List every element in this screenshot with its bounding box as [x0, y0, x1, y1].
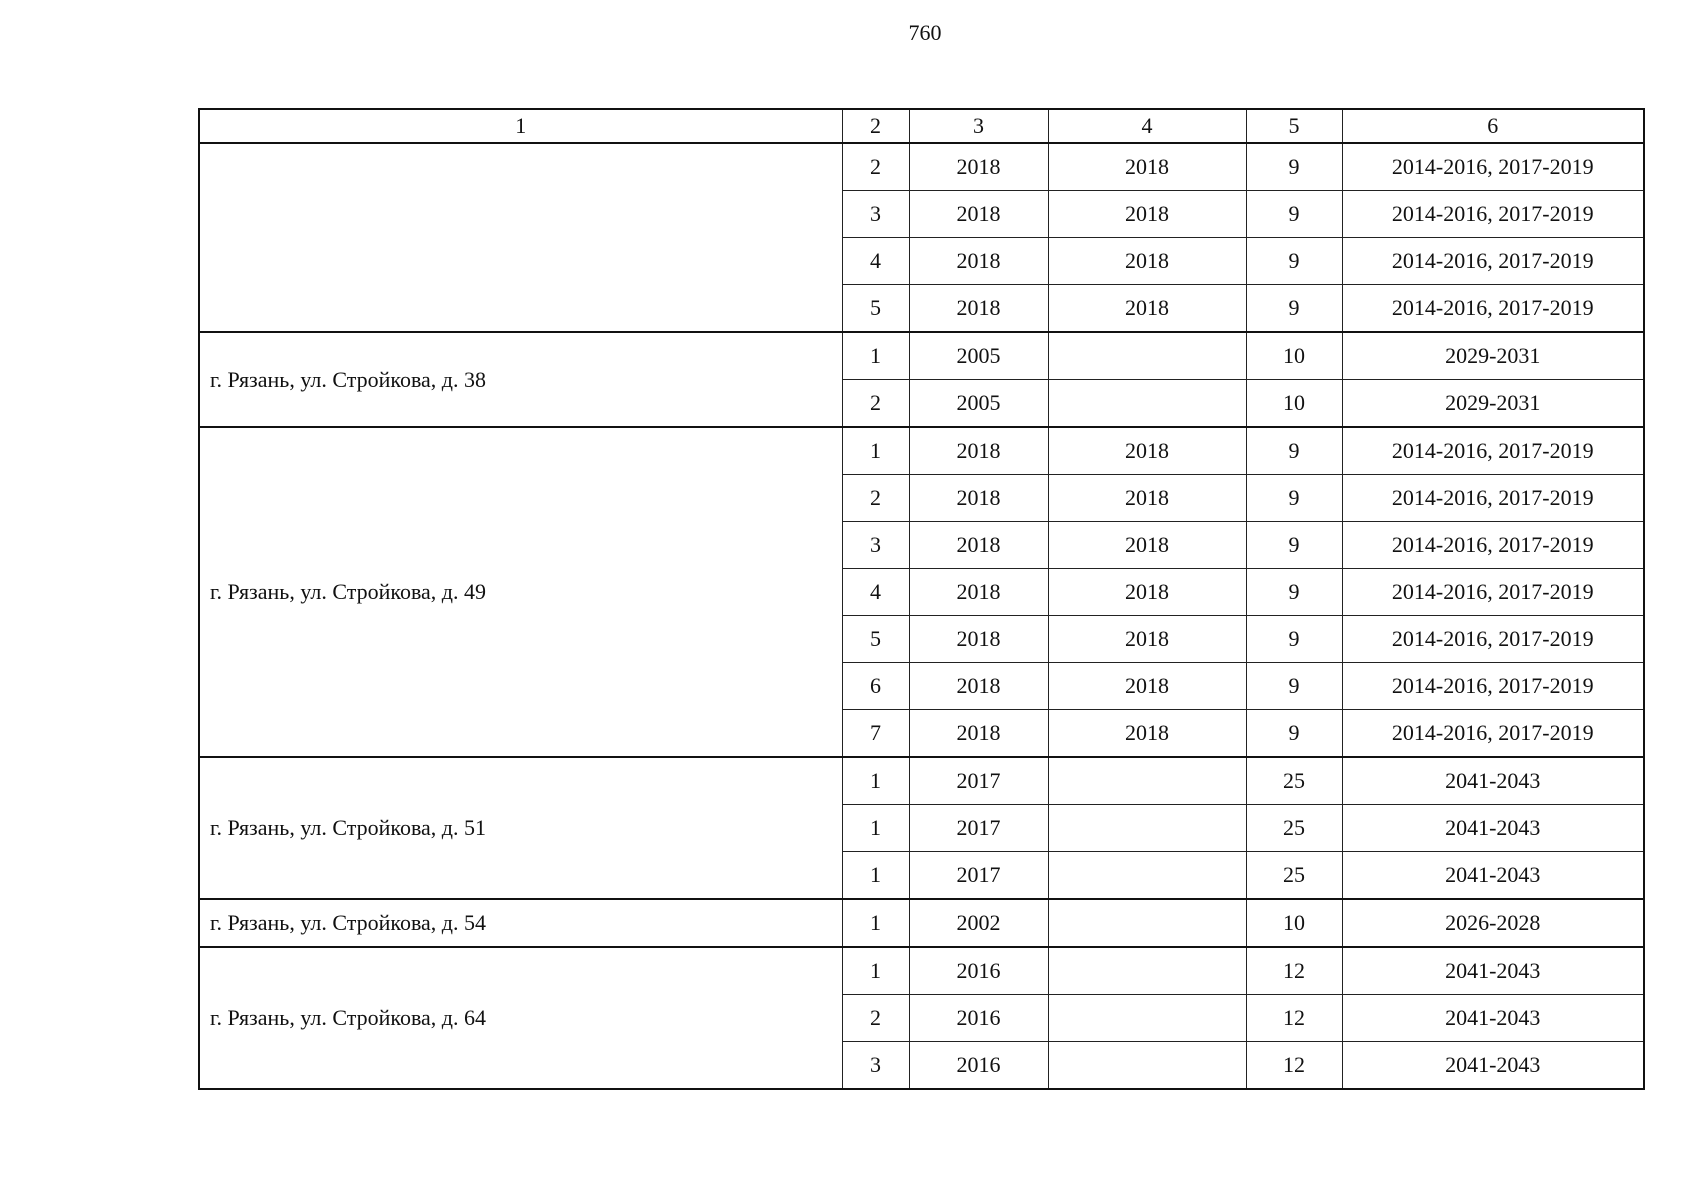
header-cell: 2 [842, 109, 909, 143]
address-cell: г. Рязань, ул. Стройкова, д. 38 [199, 332, 842, 427]
floors-cell: 9 [1246, 569, 1342, 616]
period-cell: 2041-2043 [1342, 995, 1644, 1042]
year-built-cell: 2005 [909, 380, 1048, 428]
table-row [199, 757, 1644, 805]
period-cell: 2014-2016, 2017-2019 [1342, 238, 1644, 285]
unit-number-cell: 3 [842, 191, 909, 238]
address-cell: г. Рязань, ул. Стройкова, д. 49 [199, 427, 842, 757]
period-cell: 2014-2016, 2017-2019 [1342, 569, 1644, 616]
year-built-cell: 2018 [909, 238, 1048, 285]
table-row [199, 947, 1644, 995]
period-cell: 2014-2016, 2017-2019 [1342, 663, 1644, 710]
year-repaired-cell: 2018 [1048, 475, 1246, 522]
period-cell: 2041-2043 [1342, 947, 1644, 995]
period-cell: 2014-2016, 2017-2019 [1342, 710, 1644, 758]
floors-cell: 9 [1246, 143, 1342, 191]
header-cell: 5 [1246, 109, 1342, 143]
year-repaired-cell [1048, 899, 1246, 947]
unit-number-cell: 7 [842, 710, 909, 758]
unit-number-cell: 1 [842, 899, 909, 947]
period-cell: 2014-2016, 2017-2019 [1342, 143, 1644, 191]
unit-number-cell: 1 [842, 805, 909, 852]
floors-cell: 9 [1246, 238, 1342, 285]
floors-cell: 9 [1246, 710, 1342, 758]
year-built-cell: 2002 [909, 899, 1048, 947]
year-built-cell: 2017 [909, 805, 1048, 852]
header-cell: 1 [199, 109, 842, 143]
floors-cell: 12 [1246, 947, 1342, 995]
floors-cell: 9 [1246, 522, 1342, 569]
year-repaired-cell: 2018 [1048, 663, 1246, 710]
unit-number-cell: 5 [842, 616, 909, 663]
year-built-cell: 2018 [909, 285, 1048, 333]
year-repaired-cell: 2018 [1048, 238, 1246, 285]
year-built-cell: 2018 [909, 475, 1048, 522]
period-cell: 2029-2031 [1342, 380, 1644, 428]
floors-cell: 10 [1246, 332, 1342, 380]
table-row [199, 143, 1644, 191]
unit-number-cell: 1 [842, 427, 909, 475]
floors-cell: 9 [1246, 475, 1342, 522]
table-body [199, 109, 1644, 1089]
period-cell: 2014-2016, 2017-2019 [1342, 427, 1644, 475]
year-repaired-cell [1048, 332, 1246, 380]
floors-cell: 10 [1246, 899, 1342, 947]
year-repaired-cell: 2018 [1048, 191, 1246, 238]
year-repaired-cell [1048, 995, 1246, 1042]
table-row [199, 332, 1644, 380]
year-built-cell: 2018 [909, 569, 1048, 616]
floors-cell: 9 [1246, 285, 1342, 333]
year-repaired-cell [1048, 947, 1246, 995]
period-cell: 2014-2016, 2017-2019 [1342, 285, 1644, 333]
period-cell: 2029-2031 [1342, 332, 1644, 380]
header-cell: 4 [1048, 109, 1246, 143]
floors-cell: 25 [1246, 805, 1342, 852]
year-built-cell: 2016 [909, 1042, 1048, 1090]
floors-cell: 10 [1246, 380, 1342, 428]
period-cell: 2014-2016, 2017-2019 [1342, 616, 1644, 663]
year-built-cell: 2017 [909, 852, 1048, 900]
table-row [199, 899, 1644, 947]
address-cell: г. Рязань, ул. Стройкова, д. 54 [199, 899, 842, 947]
period-cell: 2041-2043 [1342, 757, 1644, 805]
page-number: 760 [908, 20, 942, 45]
period-cell: 2014-2016, 2017-2019 [1342, 522, 1644, 569]
floors-cell: 9 [1246, 191, 1342, 238]
floors-cell: 9 [1246, 663, 1342, 710]
period-cell: 2014-2016, 2017-2019 [1342, 191, 1644, 238]
unit-number-cell: 2 [842, 995, 909, 1042]
table-header-row [199, 109, 1644, 143]
year-repaired-cell: 2018 [1048, 569, 1246, 616]
floors-cell: 12 [1246, 1042, 1342, 1090]
unit-number-cell: 4 [842, 569, 909, 616]
year-built-cell: 2018 [909, 143, 1048, 191]
year-built-cell: 2018 [909, 710, 1048, 758]
data-table [198, 108, 1645, 1090]
year-repaired-cell [1048, 757, 1246, 805]
floors-cell: 25 [1246, 757, 1342, 805]
year-built-cell: 2018 [909, 522, 1048, 569]
unit-number-cell: 5 [842, 285, 909, 333]
unit-number-cell: 3 [842, 1042, 909, 1090]
unit-number-cell: 1 [842, 757, 909, 805]
period-cell: 2026-2028 [1342, 899, 1644, 947]
year-built-cell: 2005 [909, 332, 1048, 380]
unit-number-cell: 2 [842, 475, 909, 522]
floors-cell: 9 [1246, 427, 1342, 475]
year-built-cell: 2018 [909, 191, 1048, 238]
address-cell [199, 143, 842, 332]
period-cell: 2041-2043 [1342, 1042, 1644, 1090]
year-repaired-cell: 2018 [1048, 143, 1246, 191]
year-built-cell: 2016 [909, 995, 1048, 1042]
year-repaired-cell: 2018 [1048, 616, 1246, 663]
unit-number-cell: 1 [842, 947, 909, 995]
year-built-cell: 2018 [909, 616, 1048, 663]
year-built-cell: 2016 [909, 947, 1048, 995]
year-repaired-cell: 2018 [1048, 522, 1246, 569]
year-repaired-cell [1048, 380, 1246, 428]
year-built-cell: 2018 [909, 427, 1048, 475]
period-cell: 2041-2043 [1342, 805, 1644, 852]
floors-cell: 12 [1246, 995, 1342, 1042]
year-repaired-cell: 2018 [1048, 710, 1246, 758]
unit-number-cell: 6 [842, 663, 909, 710]
year-repaired-cell: 2018 [1048, 427, 1246, 475]
header-cell: 6 [1342, 109, 1644, 143]
year-repaired-cell [1048, 852, 1246, 900]
unit-number-cell: 1 [842, 852, 909, 900]
period-cell: 2041-2043 [1342, 852, 1644, 900]
floors-cell: 25 [1246, 852, 1342, 900]
unit-number-cell: 3 [842, 522, 909, 569]
floors-cell: 9 [1246, 616, 1342, 663]
year-repaired-cell [1048, 1042, 1246, 1090]
year-built-cell: 2017 [909, 757, 1048, 805]
address-cell: г. Рязань, ул. Стройкова, д. 51 [199, 757, 842, 899]
unit-number-cell: 1 [842, 332, 909, 380]
unit-number-cell: 2 [842, 380, 909, 428]
header-cell: 3 [909, 109, 1048, 143]
year-repaired-cell [1048, 805, 1246, 852]
unit-number-cell: 2 [842, 143, 909, 191]
year-repaired-cell: 2018 [1048, 285, 1246, 333]
address-cell: г. Рязань, ул. Стройкова, д. 64 [199, 947, 842, 1089]
year-built-cell: 2018 [909, 663, 1048, 710]
unit-number-cell: 4 [842, 238, 909, 285]
table-row [199, 427, 1644, 475]
period-cell: 2014-2016, 2017-2019 [1342, 475, 1644, 522]
